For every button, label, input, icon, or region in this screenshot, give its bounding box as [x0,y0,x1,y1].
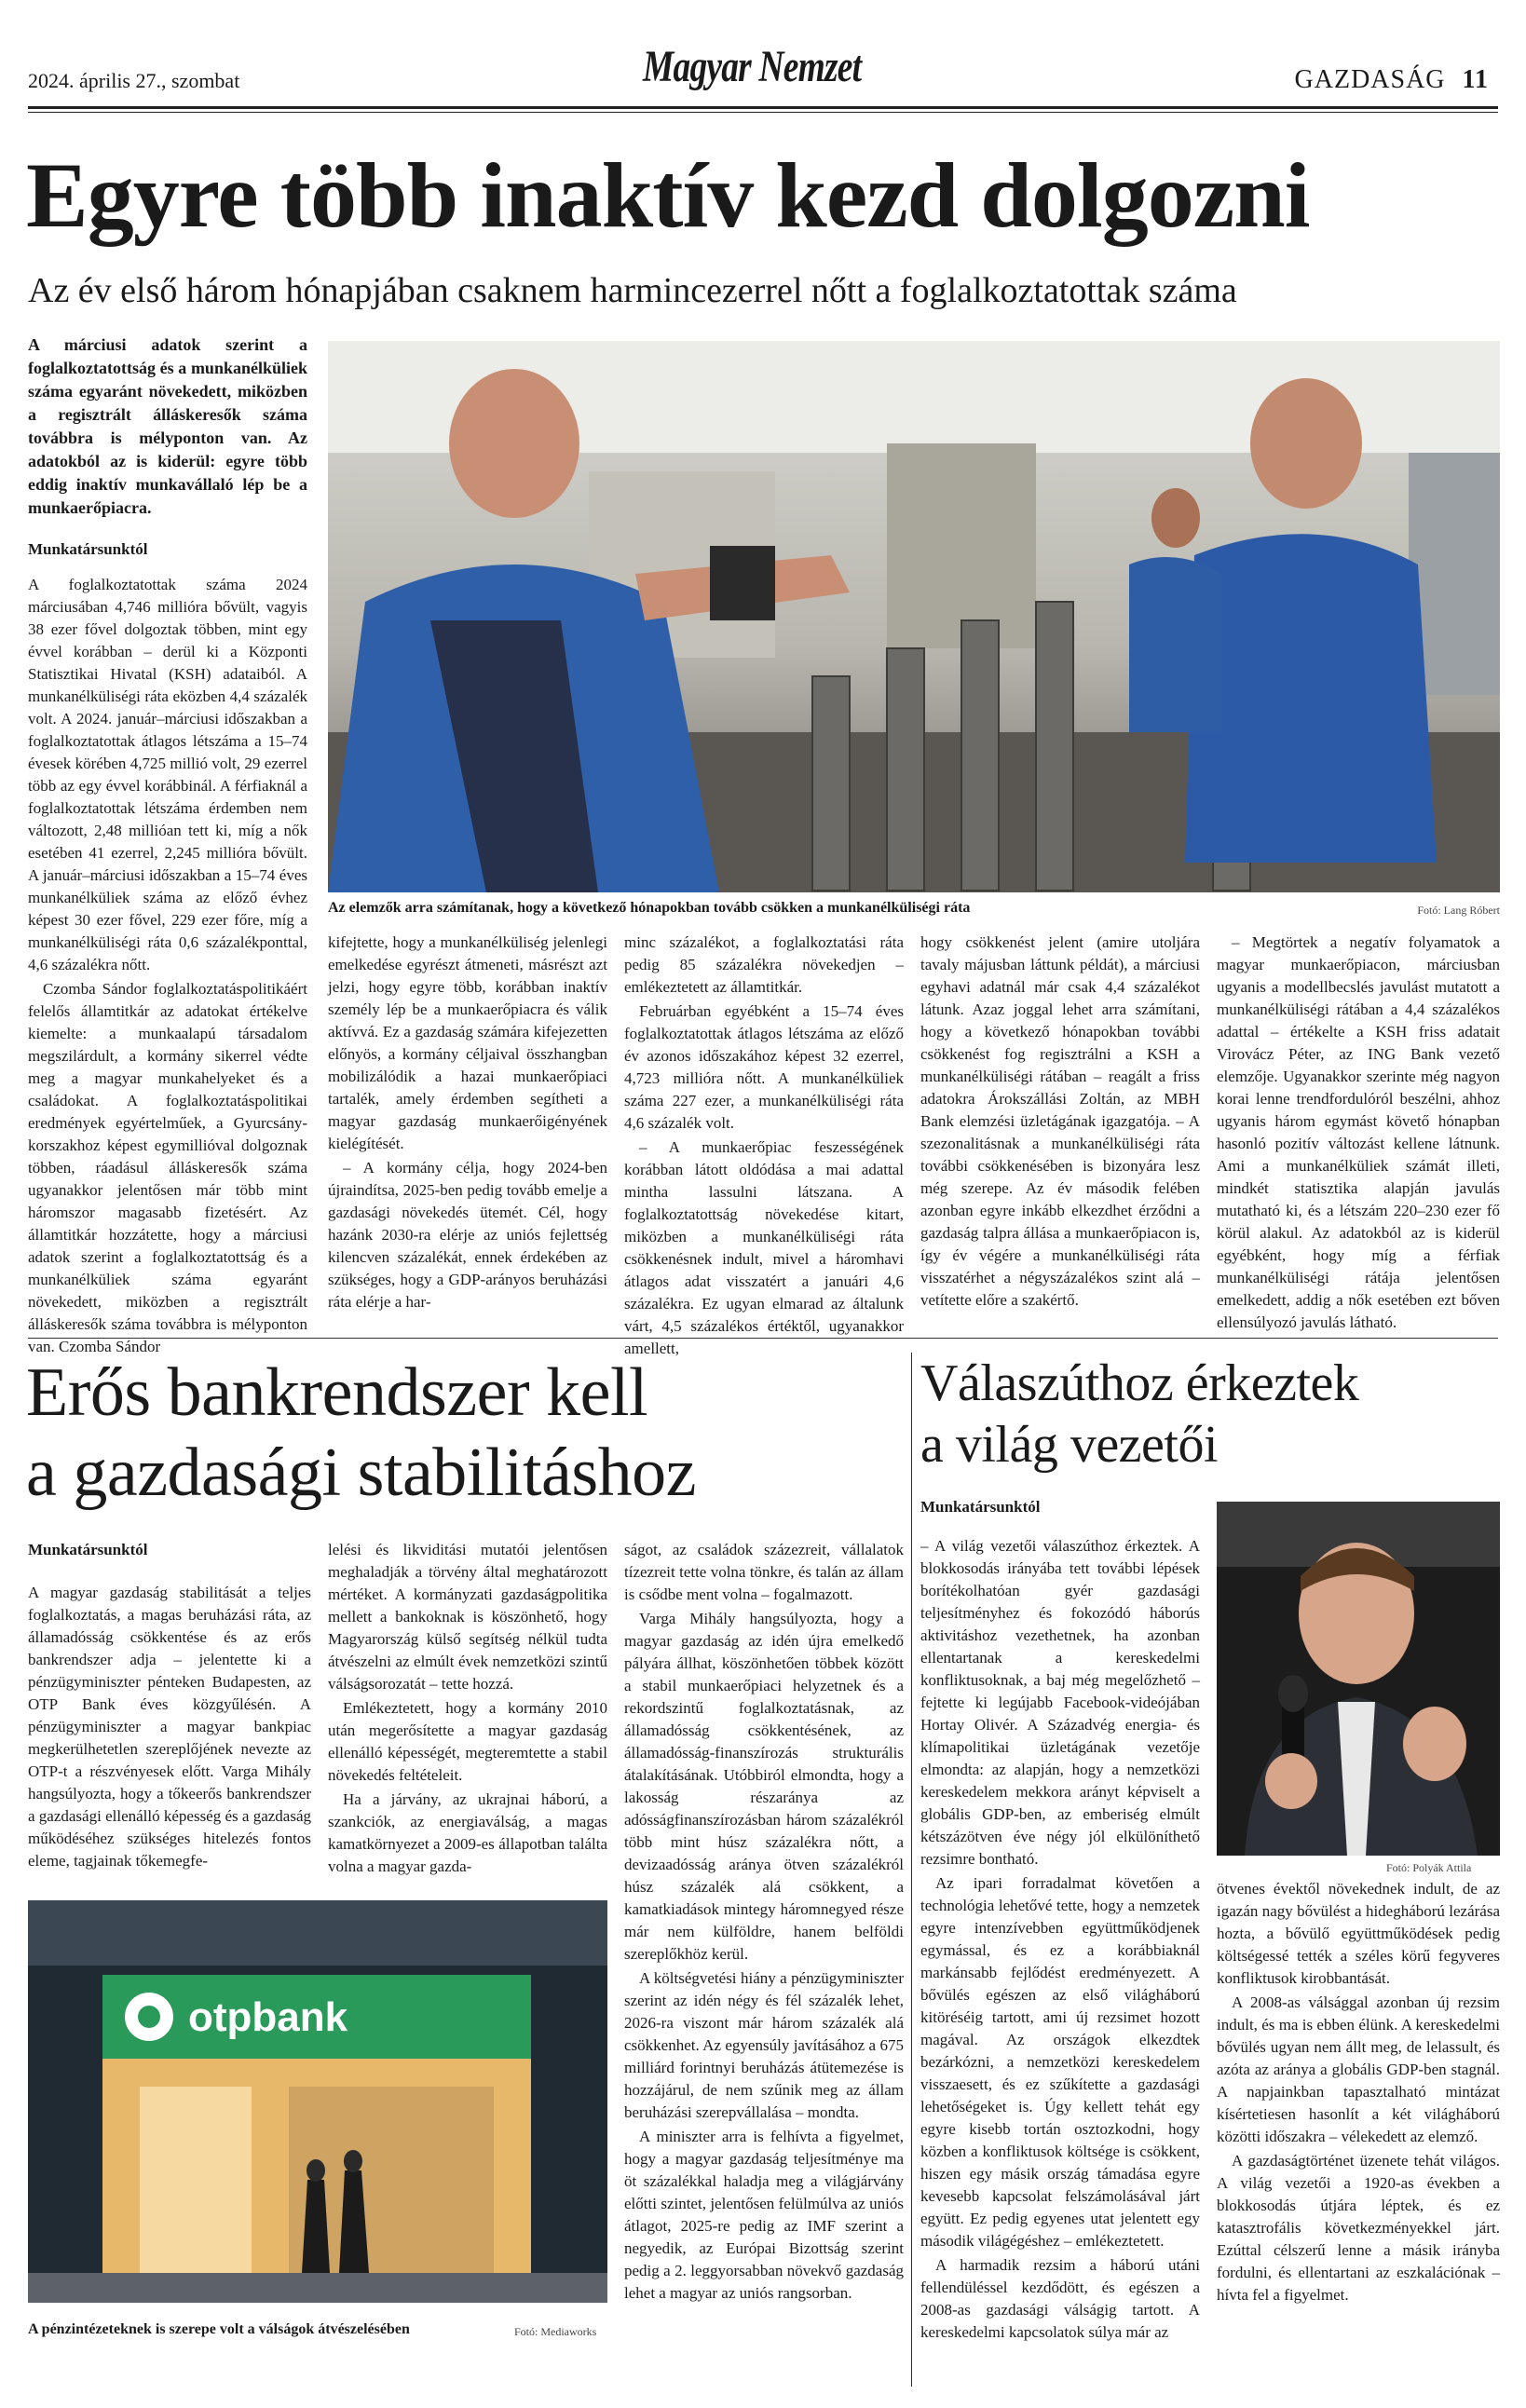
article1-col3-p2: Februárban egyébként a 15–74 éves foglalkoztatottak átlagos létszáma az előző év azonos időszakához képest 32 ezerrel, 4,723 millióra nőtt. A munkanélküliek száma 227 ezer, a munkanélküliségi ráta 4,6 százalék volt. [624,1002,904,1132]
article1-col3-p1: minc százalékot, a foglalkoztatási ráta pedig 85 százalékra növekedjen – emlékeztetett az államtitkár. [624,933,904,996]
article3-col2-p3: A gazdaságtörténet üzenete tehát világos. A világ vezetői a 1920-as években a blokkosodás útjára léptek, és ez katasztrofális következményekkel járt. Ezúttal célszerű lenne a másik irányba fordulni, és ellentartani az eszkalációnak – hívta fel a figyelmet. [1217,2152,1500,2304]
article1-column-3 [624,932,904,1362]
article1-lead: A márciusi adatok szerint a foglalkoztatottság és a munkanélküliek száma egyaránt növekedett, miközben a regisztrált álláskeresők száma továbbra is mélyponton van. Az adatokból az is kiderül: egyre több eddig inaktív munkavállaló lép be a munkaerőpiacra. [28,335,307,517]
article3-col1-p1: – A világ vezetői válaszúthoz érkeztek. A blokkosodás irányába tett további lépések borítékolhatóan gyér gazdasági teljesítményhez és fokozódó háborús aktivitáshoz vezethetnek, ha azonban ellentartanak a kereskedelmi konfliktusoknak, a baj még megelőzhető – fejtette ki legújabb Facebook-videójában Hortay Olivér. A Századvég energia- és klímapolitikai üzletágának vezetője elmondta: az alapján, hogy a nemzetközi kereskedelem mekkora arányt képviselt a globális GDP-ben, az emberiség elmúlt kétszázötven éve négy jól elkülöníthető rezsimre bontható. [920,1537,1200,1868]
article2-photo-credit: Fotó: Mediaworks [514,2325,597,2338]
article2-column-3 [624,1539,904,2306]
article2-column-2 [328,1539,607,1880]
article3-col1-p2: Az ipari forradalmat követően a technológia lehetővé tette, hogy a nemzetek egyre intenzívebben együttműködjenek egymással, és ez a korábbiaknál markánsabb fejlődést eredményezett. A bővülés egészen az első világháború kitöréséig tartott, ami új rezsimet hozott magával. Az országok elkezdtek bezárkózni, a nemzetközi kereskedelem visszaesett, és ez szűkítette a gazdasági lehetőségeket is. Úgy kellett tehát egy egyre kisebb tortán osztozkodni, hogy közben a konfliktusok költsége is csökkent, hiszen egy másik ország támadása egyre kevesebb kapcsolat felszámolásával járt együtt. Ez pedig egyenes utat jelentett egy második világégéshez – emlékeztetett. [920,1874,1200,2250]
article3-column-2 [1217,1878,1500,2308]
otp-sign-text: otpbank [188,1994,348,2040]
article1-headline: Egyre több inaktív kezd dolgozni [26,143,1310,247]
article1-col5-p1: – Megtörtek a negatív folyamatok a magyar munkaerőpiacon, márciusban ugyanis a modellbecslés javulást mutatott a munkanélküliségi rátában a 4,4 százalékos adattal – értékelte a KSH friss adatait Virovácz Péter, az ING Bank vezető elemzője. Ugyanakkor szerinte még nagyon korai lenne trendfordulóról beszélni, ahhoz ugyanis három egymást követő hónapban hasonló pozitív változást kellene látnunk. Ami a munkanélküliek számát illeti, mindkét statisztika alapján javulás mutatható ki, és a létszám 220–230 ezer fő körül alakul. Az adatokból az is kiderül egyébként, hogy míg a férfiak munkanélküliségi rátája jelentősen emelkedett, addig a nők esetében ezt bőven ellensúlyozó javulás látható. [1217,933,1500,1331]
article1-col4-p1: hogy csökkenést jelent (amire utoljára tavaly májusban láttunk példát), a márciusi egyhavi adatnál már csak 4,4 százalékot látunk. Azaz joggal lehet arra számítani, hogy a következő hónapokban további csökkenést fog regisztrálni a KSH a munkanélküliségi rátában – reagált a friss adatokra Árokszállási Zoltán, az MBH Bank elemzési üzletágának igazgatója. – A szezonalitásnak a munkanélküliségi ráta további csökkenésében is bizonyára lesz még szerepe. Az év második felében azonban egyre inkább elkezdhet érződni a gazdaság talpra állása a munkaerőpiacon is, így év végére a munkanélküliségi ráta visszatérhet a négyszázalékos szint alá – vetítette előre a szakértő. [920,933,1200,1309]
article2-col2-p2: Emlékeztetett, hogy a kormány 2010 után megerősítette a magyar gazdaság ellenálló képességét, megteremtette a stabil növekedés feltételeit. [328,1699,607,1784]
article3-headline [920,1353,1358,1476]
article3-column-1 [920,1535,1200,2346]
otp-bank-branch-image [28,1900,607,2303]
article2-headline-line1: Erős bankrendszer kell [26,1354,648,1431]
article2-byline: Munkatársunktól [28,1541,148,1558]
speaker-portrait-image [1217,1502,1500,1856]
section-name: GAZDASÁG [1294,65,1446,94]
article1-photo-caption: Az elemzők arra számítanak, hogy a következő hónapokban tovább csökken a munkanélküliségi ráta [328,900,971,916]
article1-col2-p1: kifejtette, hogy a munkanélküliség jelenlegi emelkedése egyrészt átmeneti, másrészt azt jelzi, hogy egyre több, korábban inaktív személy lép be a munkaerőpiacra és válik aktívvá. Ez a gazdaság számára kifejezetten előnyös, a kormány céljaival összhangban mobilizálódik a hazai munkaerőpiaci tartalék, amely érdemben segítheti a magyar gazdaság munkaerőigényének kielégítését. [328,933,607,1152]
article1-photo-credit: Fotó: Lang Róbert [1417,904,1500,917]
article1-subheadline: Az év első három hónapjában csaknem harmincezerrel nőtt a foglalkoztatottak száma [28,271,1237,310]
article2-col3-p3: A költségvetési hiány a pénzügyminiszter szerint az idén négy és fél százalék lehet, 2026-ra viszont már három százalék alá csökkenhet. Az egyensúly javításához a 675 milliárd forintnyi beruházás átütemezése is hozzájárul, de nem szűnik meg az állam beruházási szerepvállalása – mondta. [624,1969,904,2121]
article1-col2-p2: – A kormány célja, hogy 2024-ben újraindítsa, 2025-ben pedig tovább emelje a gazdasági növekedés ütemét. Cél, hogy hazánk 2030-ra elérje az uniós fejlettség kilencven százalékát, ennek érdekében az szükséges, hogy a GDP-arányos beruházási ráta elérje a har- [328,1159,607,1311]
article2-photo-caption: A pénzintézeteknek is szerepe volt a válságok átvészelésében [28,2321,410,2337]
article1-col1-p1: A foglalkoztatottak száma 2024 márciusában 4,746 millióra bővült, vagyis 38 ezer fővel dolgoztak többen, mint egy évvel korábban – derül ki a Központi Statisztikai Hivatal (KSH) adataiból. A munkanélküliségi ráta eközben 4,4 százalék volt. A 2024. január–márciusi időszakban a foglalkoztatottak átlagos létszáma a 15–74 évesek körében 4,725 millió volt, 29 ezerrel több az egy évvel korábbinál. A férfiaknál a foglalkoztatottak létszáma érdemben nem változott, 2,48 millióan tett ki, míg a nők esetében 41 ezerrel, 2,245 millióra bővült. A január–márciusi időszakban a 15–74 éves munkanélküliek száma az előző évhez képest 30 ezer fővel, 229 ezer főre, míg a munkanélküliségi ráta 0,6 százalékponttal, 4,6 százalékra nőtt. [28,576,307,973]
masthead-rule [28,106,1498,109]
article1-lead-column [28,333,307,1360]
article3-col2-p2: A 2008-as válsággal azonban új rezsim indult, és ma is ebben élünk. A kereskedelmi bővülés ugyan nem állt meg, de lelassult, és azóta az aránya a globális GDP-ben stagnál. A napjainkban tapasztalható mintázat kísértetiesen hasonlít a két világháború közötti időszakra – vélekedett az elemző. [1217,1993,1500,2145]
factory-workers-image [328,341,1500,892]
article3-photo [1217,1502,1500,1856]
article1-column-5 [1217,932,1500,1336]
article-separator [28,1338,1498,1339]
article2-col1-p1: A magyar gazdaság stabilitását a teljes foglalkoztatás, a magas beruházási ráta, az államadósság csökkentése és az erős bankrendszer adja – jelentette ki a pénzügyminiszter pénteken Budapesten, az OTP Bank éves közgyűlésén. A pénzügyminiszter a magyar bankpiac megkerülhetetlen szereplőjének nevezte az OTP-t a részvényesek előtt. Varga Mihály hangsúlyozta, hogy a tőkeerős bankrendszer a gazdasági ellenálló képesség és a gazdaság működéséhez szükséges hitelezés fontos eleme, tagjainak tőkemegfe- [28,1584,311,1870]
article3-photo-credit: Fotó: Polyák Attila [1386,1861,1472,1874]
article2-col3-p4: A miniszter arra is felhívta a figyelmet, hogy a magyar gazdaság teljesítménye ma öt százalékkal haladja meg a világjárvány előtti szintet, jelentősen felülmúlva az uniós átlagot, 2025-re pedig az IMF szerint a negyedik, az Európai Bizottság szerint pedig a 2. leggyorsabban növekvő gazdaság lehet a magyar az uniós rangsorban. [624,2128,904,2302]
article2-col2-p1: lelési és likviditási mutatói jelentősen meghaladják a törvény által meghatározott mértéket. A kormányzati gazdaságpolitika mellett a bankoknak is köszönhető, hogy Magyarország külső segítség nélkül tudta átvészelni az elmúlt évek nemzetközi szintű válságsorozatát – tette hozzá. [328,1541,607,1693]
article1-column-2 [328,932,607,1315]
article1-col1-p2: Czomba Sándor foglalkoztatáspolitikáért felelős államtitkár az adatokat értékelve kiemelte: a munkaalapú társadalom megszilárdult, a kormány sikerrel védte meg a magyar munkahelyeket és a családokat. A foglalkoztatáspolitikai eredmények egyértelműek, a Gyurcsány-korszakhoz képest egymillióval dolgoznak többen, ráadásul álláskeresők száma ugyanakkor jelentősen már több mint háromszor magasabb fizetésért. Az államtitkár hozzátette, hogy a márciusi adatok szerint a foglalkoztatottság és a munkanélküliek száma egyaránt növekedett, miközben a regisztrált álláskeresők száma továbbra is mélyponton van. Czomba Sándor [28,980,307,1355]
article2-headline-line2: a gazdasági stabilitáshoz [26,1435,697,1511]
article3-col1-p3: A harmadik rezsim a háború utáni fellendüléssel kezdődött, és egészen a 2008-as gazdasági válságig tartott. A kereskedelmi kapcsolatok súlya már az [920,2256,1200,2341]
article3-col2-p1: ötvenes évektől növekednek indult, de az igazán nagy bővülést a hidegháború lezárása hozta, a bővülő együttműködések pedig költségessé tették a széles körű fegyveres konfliktusok kirobbantását. [1217,1880,1500,1987]
article2-col3-p1: ságot, az családok százezreit, vállalatok tízezreit tette volna tönkre, és talán az állam is csődbe ment volna – fogalmazott. [624,1541,904,1603]
masthead-logo: Magyar Nemzet [643,42,862,91]
article1-col3-p3: – A munkaerőpiac feszességének korábban látott oldódása a mai adattal mintha lassulni látszana. A foglalkoztatottság növekedése kitart, miközben a munkanélküliségi ráta csökkenésnek indult, mivel a háromhavi átlagos adat visszatért a januári 4,6 százalékra. Ez ugyan elmarad az általunk várt, 4,5 százalékos értéktől, ugyanakkor amellett, [624,1138,904,1357]
page-number: 11 [1462,65,1489,94]
masthead-date: 2024. április 27., szombat [28,69,240,92]
article2-column-1 [28,1539,311,1874]
masthead-section [1295,65,1489,95]
column-divider [911,1353,912,2387]
article2-headline [26,1353,696,1513]
article3-byline: Munkatársunktól [920,1498,1041,1516]
article2-col2-p3: Ha a járvány, az ukrajnai háború, a szankciók, az energiaválság, a magas kamatkörnyezet a 2009-es állapotban találta volna a magyar gazda- [328,1790,607,1875]
article2-col3-p2: Varga Mihály hangsúlyozta, hogy a magyar gazdaság az idén újra emelkedő pályára állhat, köszönhetően többek között a stabil munkaerőpiaci helyzetnek és a rekordszintű foglalkoztatásnak, az államadósság csökkentésének, az államadósság-finanszírozás strukturális átalakításának. Utóbbiról elmondta, hogy a lakosság részaránya az adósságfinanszírozásban három százalékról több mint húsz százalékra nőtt, a devizaadósság aránya ötven százalékról húsz százalék alá csökkent, a kamatkiadások mintegy háromnegyed része már nem külföldre, hanem belföldi szereplőkhöz kerül. [624,1610,904,1963]
article3-headline-line1: Válaszúthoz érkeztek [920,1354,1359,1412]
article1-photo [328,341,1500,892]
article1-column-4 [920,932,1200,1313]
article1-byline: Munkatársunktól [28,540,148,558]
article2-photo [28,1900,607,2303]
article3-headline-line2: a világ vezetői [920,1416,1219,1474]
masthead-rule-thin [28,112,1498,113]
